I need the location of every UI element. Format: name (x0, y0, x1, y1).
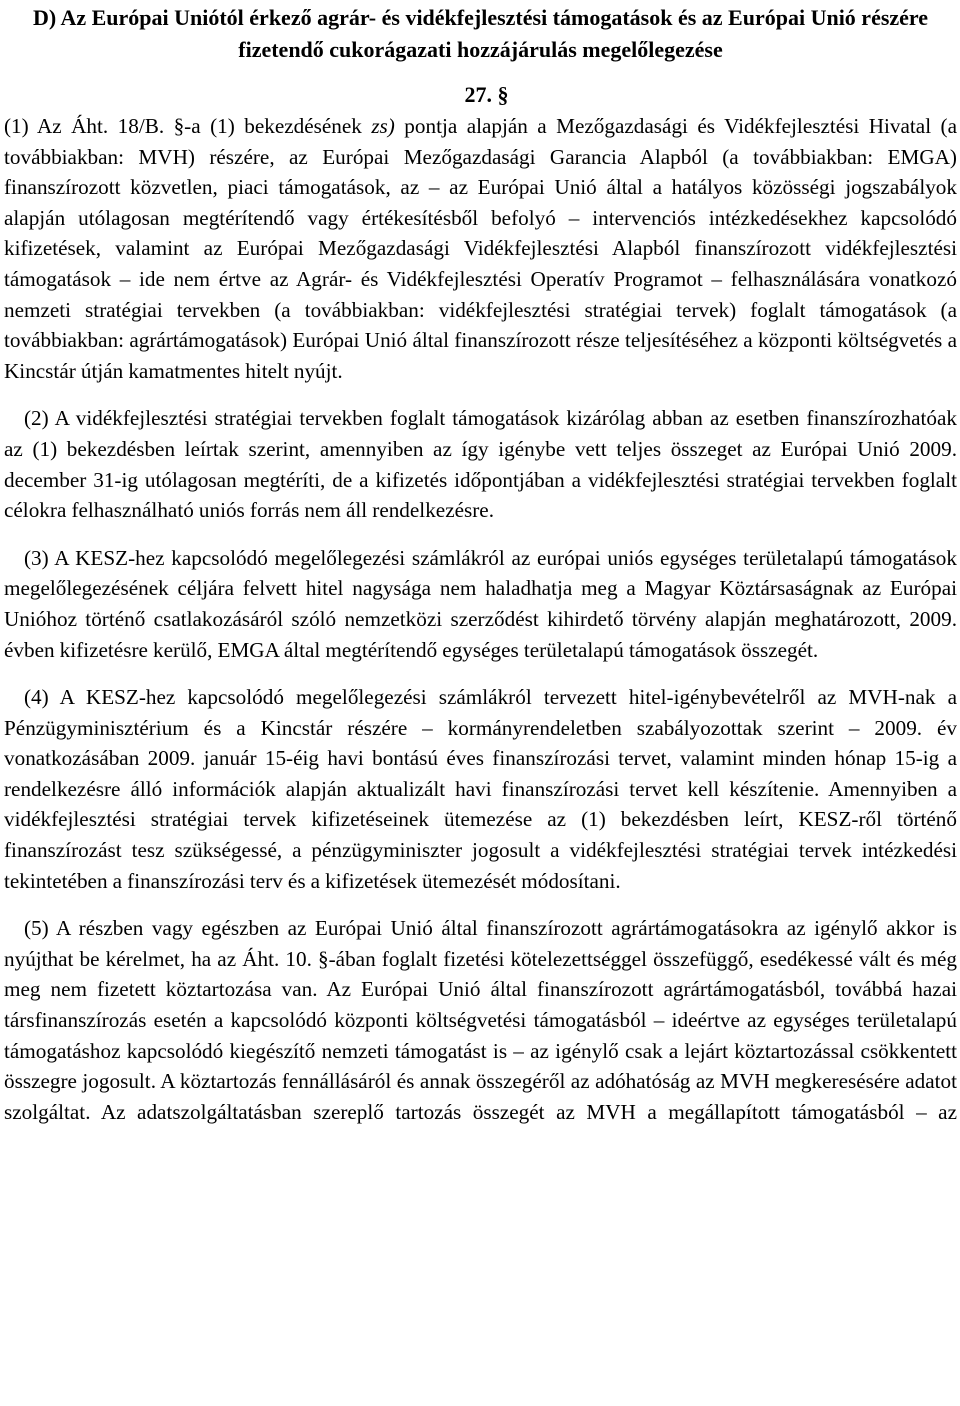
section-number: 27. § (464, 82, 509, 107)
paragraph-5: (5) A részben vagy egészben az Európai Unió által finanszírozott agrártámogatásokra az igénylő akkor is nyújthat be kérelmet, ha az Áht. 10. §-ában foglalt fizetési kötelezettséggel összefüggő, esedékessé vált és még meg nem fizetett köztartozása van. Az Európai Unió által finanszírozott agrártámogatásból, továbbá hazai társfinanszírozás esetén a kapcsolódó központi költségvetési támogatásból – ideértve az egységes területalapú támogatáshoz kapcsolódó kiegészítő nemzeti támogatást is – az igénylő csak a lejárt köztartozással csökkentett összegre jogosult. A köztartozás fennállásáról és annak összegéről az adóhatóság az MVH megkeresésére adatot szolgáltat. Az adatszolgáltatásban szereplő tartozás összegét az MVH a megállapított támogatásból – az (4, 916, 957, 1124)
paragraph-2: (2) A vidékfejlesztési stratégiai tervekben foglalt támogatások kizárólag abban az esetben finanszírozhatóak az (1) bekezdésben leírtak szerint, amennyiben az így igénybe vett teljes összeget az Európai Unió 2009. december 31-ig utólagosan megtéríti, de a kifizetés időpontjában a vidékfejlesztési stratégiai tervekben foglalt célokra felhasználható uniós forrás nem áll rendelkezésre. (4, 406, 957, 523)
paragraph-1-italic: zs) (371, 114, 395, 138)
paragraph-1-post: pontja alapján a Mezőgazdasági és Vidékfejlesztési Hivatal (a továbbiakban: MVH) részére, az Európai Mezőgazdasági Garancia Alapból (a továbbiakban: EMGA) finanszírozott közvetlen, piaci támogatások, az – az Európai Unió által a hatályos közösségi jogszabályok alapján utólagosan megtérítendő vagy értékesítésből befolyó – intervenciós intézkedésekhez kapcsolódó kifizetések, valamint az Európai Mezőgazdasági Vidékfejlesztési Alapból finanszírozott vidékfejlesztési támogatások – ide nem értve az Agrár- és Vidékfejlesztési Operatív Programot – felhasználására vonatkozó nemzeti stratégiai tervekben (a továbbiakban: vidékfejlesztési stratégiai tervek) foglalt támogatások (a továbbiakban: agrártámogatások) Európai Unió által finanszírozott része teljesítéséhez a központi költségvetés a Kincstár útján kamatmentes hitelt nyújt. (4, 114, 957, 383)
paragraph-1 (4, 111, 957, 386)
document-heading: D) Az Európai Uniótól érkező agrár- és vidékfejlesztési támogatások és az Európai Unió részére fizetendő cukorágazati hozzájárulás megelőlegezése (32, 5, 929, 62)
paragraph-3: (3) A KESZ-hez kapcsolódó megelőlegezési számlákról az európai uniós egységes területalapú támogatások megelőlegezésének céljára felvett hitel nagysága nem haladhatja meg a Magyar Köztársaságnak az Európai Unióhoz történő csatlakozásáról szóló nemzetközi szerződést kihirdető törvény alapján meghatározott, 2009. évben kifizetésre kerülő, EMGA által megtérítendő egységes területalapú támogatások összegét. (4, 545, 957, 662)
paragraph-4: (4) A KESZ-hez kapcsolódó megelőlegezési számlákról tervezett hitel-igénybevételről az MVH-nak a Pénzügyminisztérium és a Kincstár részére – kormányrendeletben szabályozottak szerint – 2009. év vonatkozásában 2009. január 15-éig havi bontású éves finanszírozási tervet, valamint minden hónap 15-ig a rendelkezésre álló információk alapján aktualizált havi finanszírozási tervet kell készítenie. Amennyiben a vidékfejlesztési stratégiai tervek kifizetéseinek ütemezése az (1) bekezdésben leírt, KESZ-ről történő finanszírozást tesz szükségessé, a pénzügyminiszter jogosult a vidékfejlesztési stratégiai tervek intézkedési tekintetében a finanszírozási terv és a kifizetések ütemezését módosítani. (4, 685, 957, 893)
paragraph-1-pre: (1) Az Áht. 18/B. §-a (1) bekezdésének (4, 114, 372, 138)
